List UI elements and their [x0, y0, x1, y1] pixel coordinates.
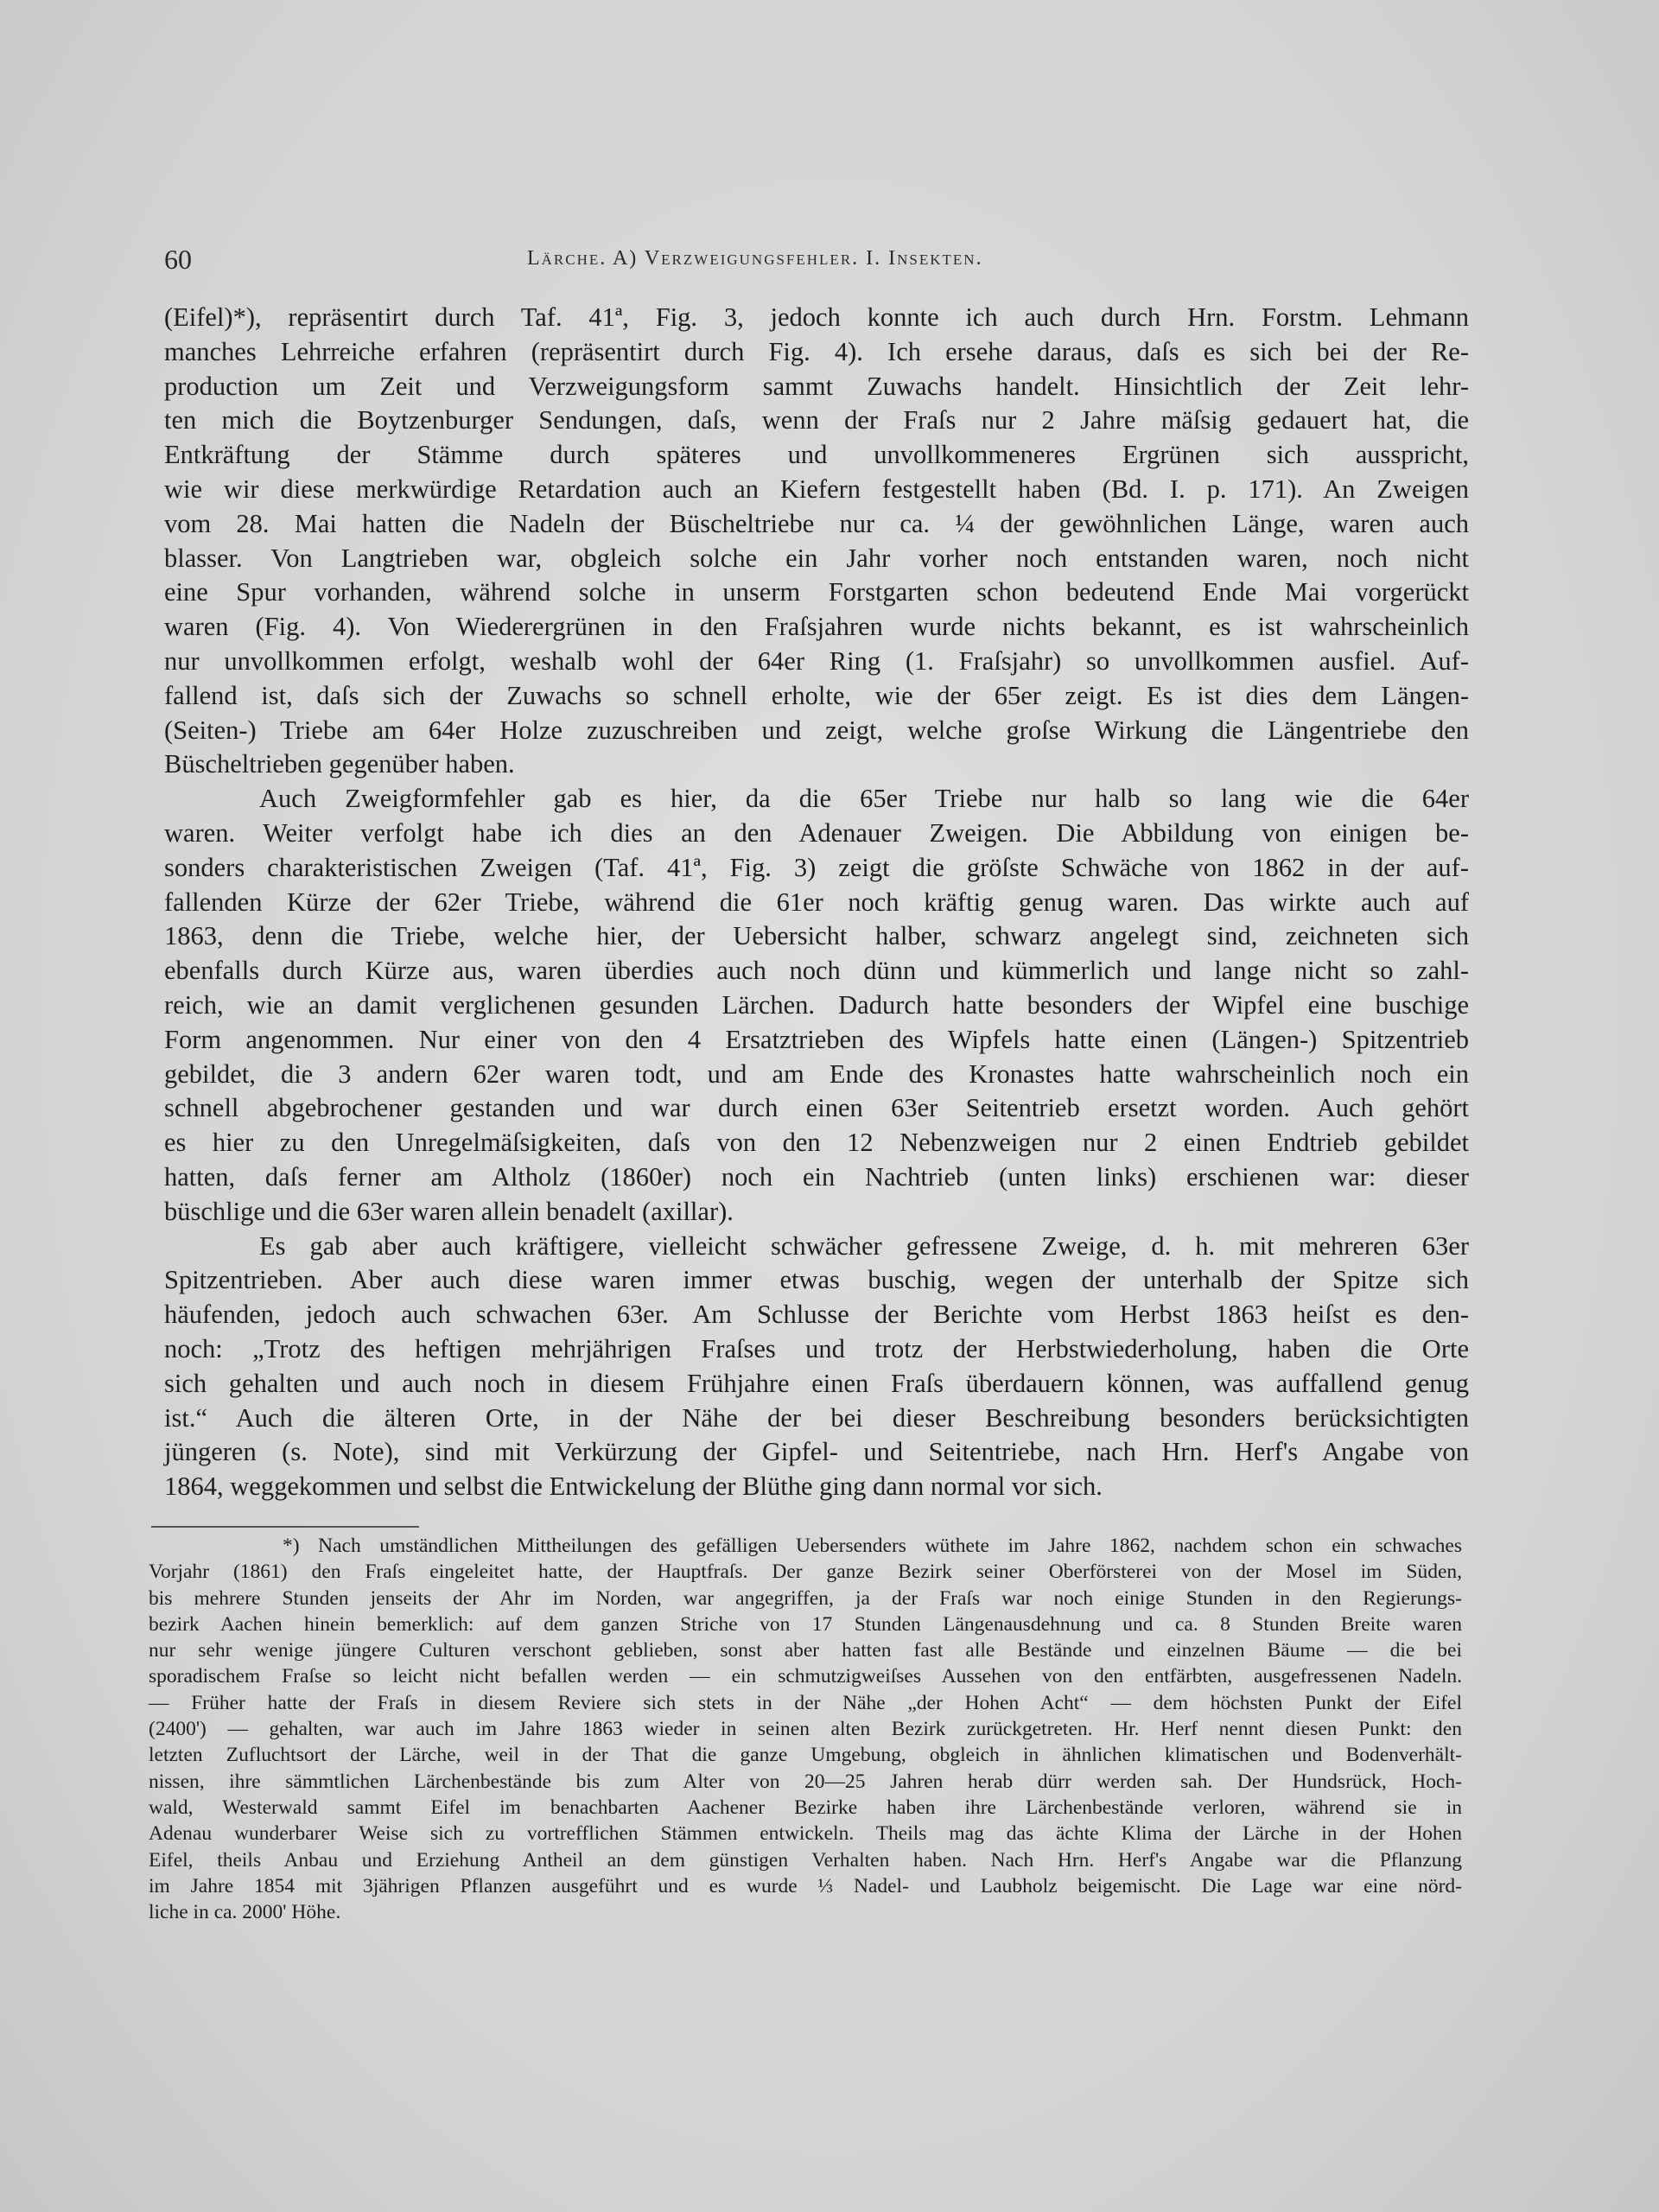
footnote-line: — Früher hatte der Fraſs in diesem Reviere sich stets in der Nähe „der Hohen Acht“ — dem höchsten Punkt der Eifel [149, 1691, 1462, 1714]
text-line: 1863, denn die Triebe, welche hier, der Uebersicht halber, schwarz angelegt sind, zeichneten sich [164, 921, 1469, 951]
text-line: sonders charakteristischen Zweigen (Taf. 41ª, Fig. 3) zeigt die gröſste Schwäche von 1862 in der auf- [164, 852, 1469, 882]
text-line: (Seiten-) Triebe am 64er Holze zuzuschreiben und zeigt, welche groſse Wirkung die Längentriebe den [164, 715, 1469, 745]
text-line: (Eifel)*), repräsentirt durch Taf. 41ª, Fig. 3, jedoch konnte ich auch durch Hrn. Forstm. Lehmann [164, 302, 1469, 332]
text-line: ist.“ Auch die älteren Orte, in der Nähe der bei dieser Beschreibung besonders berücksichtigten [164, 1402, 1469, 1433]
text-line: fallend ist, daſs sich der Zuwachs so schnell erholte, wie der 65er zeigt. Es ist dies dem Längen- [164, 680, 1469, 710]
footnote-line: *) Nach umständlichen Mittheilungen des gefälligen Uebersenders wüthete im Jahre 1862, nachdem schon ein schwaches [283, 1535, 1462, 1557]
text-line: Form angenommen. Nur einer von den 4 Ersatztrieben des Wipfels hatte einen (Längen-) Spitzentrieb [164, 1024, 1469, 1054]
main-text [164, 301, 1469, 1504]
text-line: nur unvollkommen erfolgt, weshalb wohl der 64er Ring (1. Fraſsjahr) so unvollkommen ausfiel. Auf- [164, 645, 1469, 676]
footnote-line: liche in ca. 2000' Höhe. [149, 1901, 341, 1924]
text-line: Entkräftung der Stämme durch späteres und unvollkommeneres Ergrünen sich ausspricht, [164, 440, 1469, 470]
footnote-line: Eifel, theils Anbau und Erziehung Antheil an dem günstigen Verhalten haben. Nach Hrn. Herf's Angabe war die Pflanzung [149, 1848, 1462, 1872]
footnote-line: nissen, ihre sämmtlichen Lärchenbestände bis zum Alter von 20—25 Jahren herab dürr werden sah. Der Hundsrück, Hoch- [149, 1770, 1462, 1793]
footnote-line: (2400') — gehalten, war auch im Jahre 1863 wieder in seinen alten Bezirk zurückgetreten. Hr. Herf nennt diesen Punkt: den [149, 1718, 1462, 1741]
text-line: gebildet, die 3 andern 62er waren todt, und am Ende des Kronastes hatte wahrscheinlich noch ein [164, 1058, 1469, 1089]
text-line: Es gab aber auch kräftigere, vielleicht schwächer gefressene Zweige, d. h. mit mehreren 63er [259, 1230, 1469, 1261]
footnote-line: im Jahre 1854 mit 3jährigen Pflanzen ausgeführt und es wurde ⅓ Nadel- und Laubholz beigemischt. Die Lage war eine nörd- [149, 1874, 1462, 1897]
text-line: schnell abgebrochener gestanden und war durch einen 63er Seitentrieb ersetzt worden. Auch gehört [164, 1093, 1469, 1123]
text-line: reich, wie an damit verglichenen gesunden Lärchen. Dadurch hatte besonders der Wipfel eine buschige [164, 989, 1469, 1020]
page-number: 60 [164, 244, 192, 275]
footnote-rule [151, 1526, 419, 1528]
footnote-line: wald, Westerwald sammt Eifel im benachbarten Aachener Bezirke haben ihre Lärchenbestände verloren, während sie in [149, 1796, 1462, 1819]
running-head: Lärche. A) Verzweigungsfehler. I. Insekten. [527, 247, 983, 270]
footnote-line: letzten Zufluchtsort der Lärche, weil in der That die ganze Umgebung, obgleich in ähnlichen klimatischen und Bodenverhält- [149, 1744, 1462, 1767]
text-line: wie wir diese merkwürdige Retardation auch an Kiefern festgestellt haben (Bd. I. p. 171). An Zweigen [164, 474, 1469, 504]
text-line: hatten, daſs ferner am Altholz (1860er) noch ein Nachtrieb (unten links) erschienen war: dieser [164, 1161, 1469, 1192]
footnote-line: sporadischem Fraſse so leicht nicht befallen werden — ein schmutzigweiſses Aussehen von den entfärbten, ausgefressenen Nadeln. [149, 1665, 1462, 1688]
text-line: 1864, weggekommen und selbst die Entwickelung der Blüthe ging dann normal vor sich. [164, 1471, 1103, 1502]
text-line: production um Zeit und Verzweigungsform sammt Zuwachs handelt. Hinsichtlich der Zeit lehr- [164, 371, 1469, 401]
text-line: es hier zu den Unregelmäſsigkeiten, daſs von den 12 Nebenzweigen nur 2 einen Endtrieb gebildet [164, 1128, 1469, 1158]
text-line: Auch Zweigformfehler gab es hier, da die 65er Triebe nur halb so lang wie die 64er [259, 784, 1469, 814]
text-line: eine Spur vorhanden, während solche in unserm Forstgarten schon bedeutend Ende Mai vorgerückt [164, 577, 1469, 607]
footnote-line: Adenau wunderbarer Weise sich zu vortrefflichen Stämmen entwickeln. Theils mag das ächte Klima der Lärche in der Hohen [149, 1822, 1462, 1846]
text-line: sich gehalten und auch noch in diesem Frühjahre einen Fraſs überdauern können, was auffallend genug [164, 1368, 1469, 1398]
footnote-line: nur sehr wenige jüngere Culturen verschont geblieben, sonst aber hatten fast alle Bestände und einzelnen Bäume — die bei [149, 1639, 1462, 1662]
text-line: ebenfalls durch Kürze aus, waren überdies auch noch dünn und kümmerlich und lange nicht so zahl- [164, 956, 1469, 986]
text-line: büschlige und die 63er waren allein benadelt (axillar). [164, 1196, 734, 1226]
text-line: fallenden Kürze der 62er Triebe, während die 61er noch kräftig genug waren. Das wirkte auch auf [164, 887, 1469, 917]
text-line: Büscheltrieben gegenüber haben. [164, 749, 515, 779]
text-line: noch: „Trotz des heftigen mehrjährigen Fraſses und trotz der Herbstwiederholung, haben die Orte [164, 1333, 1469, 1363]
footnote-line: bezirk Aachen hinein bemerklich: auf dem ganzen Striche von 17 Stunden Längenausdehnung und ca. 8 Stunden Breite waren [149, 1612, 1462, 1636]
text-line: häufenden, jedoch auch schwachen 63er. Am Schlusse der Berichte vom Herbst 1863 heiſst es den- [164, 1300, 1469, 1330]
page-header [164, 244, 1460, 275]
text-line: blasser. Von Langtrieben war, obgleich solche ein Jahr vorher noch entstanden waren, noch nicht [164, 543, 1469, 573]
text-line: jüngeren (s. Note), sind mit Verkürzung der Gipfel- und Seitentriebe, nach Hrn. Herf's Angabe von [164, 1437, 1469, 1467]
text-line: waren (Fig. 4). Von Wiederergrünen in den Fraſsjahren wurde nichts bekannt, es ist wahrscheinlich [164, 612, 1469, 642]
text-line: manches Lehrreiche erfahren (repräsentirt durch Fig. 4). Ich ersehe daraus, daſs es sich bei der Re- [164, 336, 1469, 366]
text-line: vom 28. Mai hatten die Nadeln der Büscheltriebe nur ca. ¼ der gewöhnlichen Länge, waren auch [164, 508, 1469, 538]
footnote-line: Vorjahr (1861) den Fraſs eingeleitet hatte, der Hauptfraſs. Der ganze Bezirk seiner Oberförsterei von der Mosel im Süden, [149, 1560, 1462, 1584]
footnote [149, 1533, 1462, 1925]
footnote-line: bis mehrere Stunden jenseits der Ahr im Norden, war angegriffen, ja der Fraſs war noch einige Stunden in den Regierungs- [149, 1586, 1462, 1610]
text-line: ten mich die Boytzenburger Sendungen, daſs, wenn der Fraſs nur 2 Jahre mäſsig gedauert hat, die [164, 405, 1469, 435]
text-line: Spitzentrieben. Aber auch diese waren immer etwas buschig, wegen der unterhalb der Spitze sich [164, 1265, 1469, 1295]
text-line: waren. Weiter verfolgt habe ich dies an den Adenauer Zweigen. Die Abbildung von einigen be- [164, 817, 1469, 848]
